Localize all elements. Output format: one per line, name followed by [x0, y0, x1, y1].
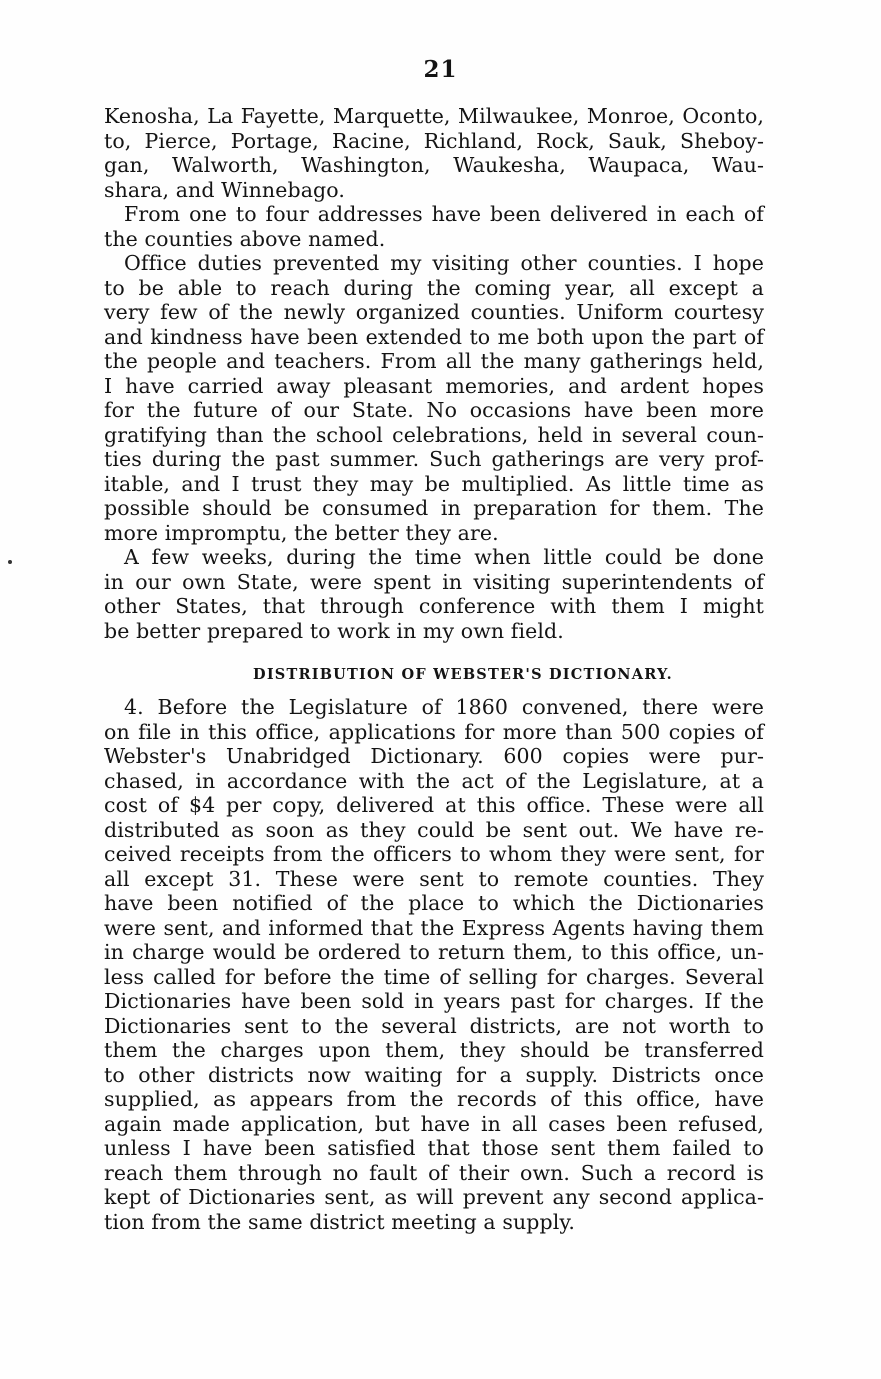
- text-line: Dictionaries sent to the several districts, are not worth to: [104, 1013, 764, 1038]
- text-line: supplied, as appears from the records of this office, have: [104, 1087, 764, 1111]
- text-line: 4. Before the Legislature of 1860 convened, there were: [124, 695, 764, 719]
- text-line: ceived receipts from the officers to whom they were sent, for: [104, 842, 764, 866]
- text-line: on file in this office, applications for more than 500 copies of: [104, 719, 764, 744]
- text-line: the counties above named.: [104, 226, 386, 251]
- text-line: Dictionaries have been sold in years past for charges. If the: [104, 989, 764, 1013]
- text-line: less called for before the time of selling for charges. Several: [104, 964, 764, 989]
- text-line: cost of $4 per copy, delivered at this office. These were all: [104, 793, 764, 817]
- text-line: to other districts now waiting for a supply. Districts once: [104, 1062, 764, 1087]
- text-line: gratifying than the school celebrations, held in several coun-: [104, 422, 764, 447]
- paragraph-county-list: [104, 104, 764, 202]
- text-line: possible should be consumed in preparation for them. The: [104, 496, 764, 520]
- text-line: very few of the newly organized counties. Uniform courtesy: [104, 300, 764, 324]
- text-line: reach them through no fault of their own. Such a record is: [104, 1160, 764, 1185]
- text-line: From one to four addresses have been delivered in each of: [124, 202, 764, 226]
- text-line: tion from the same district meeting a supply.: [104, 1209, 575, 1234]
- page-number: 21: [423, 56, 458, 83]
- ink-speck: [8, 560, 12, 564]
- text-line: in charge would be ordered to return them, to this office, un-: [104, 940, 764, 964]
- text-line: more impromptu, the better they are.: [104, 520, 499, 545]
- text-line: unless I have been satisfied that those sent them failed to: [104, 1136, 764, 1160]
- text-line: kept of Dictionaries sent, as will prevent any second applica-: [104, 1185, 764, 1209]
- text-line: chased, in accordance with the act of the Legislature, at a: [104, 768, 764, 793]
- paragraph-addresses: [104, 202, 764, 251]
- paragraph-dictionary-distribution: [104, 695, 764, 1234]
- text-line: all except 31. These were sent to remote counties. They: [104, 866, 764, 891]
- text-line: shara, and Winnebago.: [104, 177, 345, 202]
- text-line: in our own State, were spent in visiting superintendents of: [104, 569, 764, 594]
- text-line: A few weeks, during the time when little could be done: [124, 545, 764, 569]
- text-line: I have carried away pleasant memories, and ardent hopes: [104, 373, 764, 398]
- text-line: be better prepared to work in my own field.: [104, 618, 564, 643]
- section-heading: DISTRIBUTION OF WEBSTER'S DICTIONARY.: [253, 666, 673, 683]
- text-line: gan, Walworth, Washington, Waukesha, Waupaca, Wau-: [104, 153, 764, 177]
- text-line: them the charges upon them, they should be transferred: [104, 1038, 764, 1062]
- text-line: distributed as soon as they could be sent out. We have re-: [104, 817, 764, 842]
- text-line: were sent, and informed that the Express Agents having them: [104, 915, 764, 940]
- text-line: Kenosha, La Fayette, Marquette, Milwaukee, Monroe, Oconto,: [104, 104, 764, 128]
- text-line: ties during the past summer. Such gatherings are very prof-: [104, 447, 764, 471]
- text-line: the people and teachers. From all the many gatherings held,: [104, 349, 764, 373]
- text-line: again made application, but have in all cases been refused,: [104, 1111, 764, 1136]
- text-line: other States, that through conference with them I might: [104, 594, 764, 618]
- body-text: [104, 104, 764, 1234]
- text-line: itable, and I trust they may be multiplied. As little time as: [104, 471, 764, 496]
- text-line: to be able to reach during the coming year, all except a: [104, 275, 764, 300]
- paragraph-office-duties: [104, 251, 764, 545]
- text-line: to, Pierce, Portage, Racine, Richland, Rock, Sauk, Sheboy-: [104, 128, 764, 153]
- text-line: have been notified of the place to which the Dictionaries: [104, 891, 764, 915]
- text-line: Office duties prevented my visiting other counties. I hope: [124, 251, 764, 275]
- text-line: and kindness have been extended to me both upon the part of: [104, 324, 764, 349]
- text-line: Webster's Unabridged Dictionary. 600 copies were pur-: [104, 744, 764, 768]
- paragraph-visiting-states: [104, 545, 764, 643]
- text-line: for the future of our State. No occasions have been more: [104, 398, 764, 422]
